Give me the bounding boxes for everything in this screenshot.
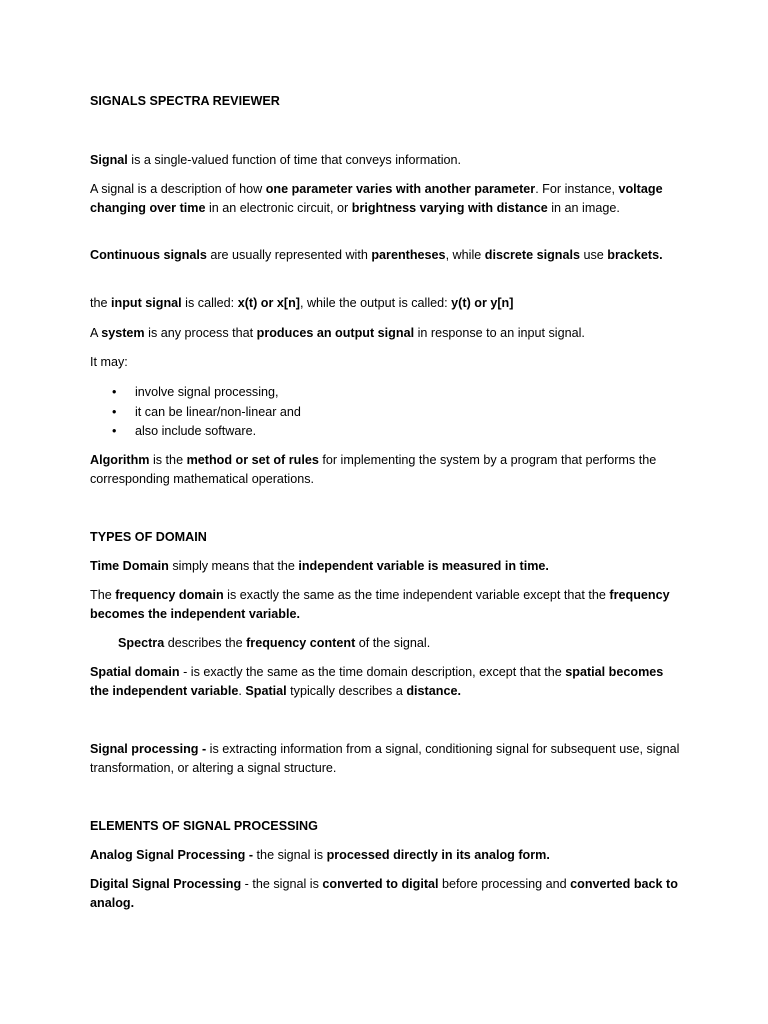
paragraph-signal-processing xyxy=(90,740,682,777)
system-bullet-list xyxy=(90,383,650,442)
text-run: typically describes a xyxy=(286,683,407,698)
list-item: • involve signal processing, xyxy=(90,383,650,403)
paragraph-algorithm xyxy=(90,451,682,488)
text-run: The xyxy=(90,588,116,602)
bold-text: Spatial xyxy=(245,683,287,698)
bold-text: x(t) or x[n] xyxy=(237,296,300,310)
paragraph-system-definition xyxy=(90,324,682,343)
paragraph-spectra xyxy=(118,634,682,653)
bold-text: method or set of rules xyxy=(186,453,319,467)
text-run: are usually represented with xyxy=(206,248,372,262)
paragraph-signal-description xyxy=(90,180,682,217)
text-run: , while the output is called: xyxy=(299,296,452,310)
text-run: of the signal. xyxy=(355,636,431,650)
paragraph-analog-processing xyxy=(90,846,682,865)
text-run: is a single-valued function of time that conveys information. xyxy=(127,153,462,167)
heading-elements-of-signal-processing: ELEMENTS OF SIGNAL PROCESSING xyxy=(90,819,318,833)
bullet-icon: • xyxy=(112,385,117,399)
bold-text: spatial becomes the independent variable xyxy=(90,665,664,698)
list-item: • also include software. xyxy=(90,422,650,442)
text-run: A xyxy=(90,326,102,340)
bullet-icon: • xyxy=(112,404,117,419)
text-run: describes the xyxy=(164,636,247,650)
bold-text: discrete signals xyxy=(484,248,580,262)
paragraph-frequency-domain xyxy=(90,586,682,623)
bold-text: frequency domain xyxy=(115,588,224,602)
text-run: before processing and xyxy=(438,877,571,891)
bold-text: frequency becomes the independent variable. xyxy=(90,588,670,621)
bold-text: distance. xyxy=(406,683,461,698)
paragraph-spatial-domain xyxy=(90,663,682,700)
bold-text: voltage changing over time xyxy=(90,182,663,215)
bold-text: converted back to analog. xyxy=(90,877,678,910)
text-run: in response to an input signal. xyxy=(414,326,585,340)
bold-text: brackets. xyxy=(607,248,663,262)
document-title: SIGNALS SPECTRA REVIEWER xyxy=(90,94,280,108)
text-run: in an image. xyxy=(547,200,620,215)
bold-text: processed directly in its analog form. xyxy=(326,848,550,862)
text-run: for implementing the system by a program that performs the corresponding mathematical operations. xyxy=(90,453,657,486)
text-run: is called: xyxy=(181,296,238,310)
text-run: is extracting information from a signal, conditioning signal for subsequent use, signal transformation, or altering a signal structure. xyxy=(90,742,680,775)
text-run: . For instance, xyxy=(535,182,619,196)
bold-text: Spatial domain xyxy=(90,665,180,679)
paragraph-it-may: It may: xyxy=(90,355,128,369)
text-run: - is exactly the same as the time domain description, except that the xyxy=(179,665,566,679)
text-run: is any process that xyxy=(144,326,257,340)
bold-text: Signal processing - xyxy=(90,742,207,756)
paragraph-digital-processing xyxy=(90,875,682,912)
heading-types-of-domain: TYPES OF DOMAIN xyxy=(90,530,207,544)
text-run: use xyxy=(579,248,608,262)
text-run: simply means that the xyxy=(168,559,299,573)
paragraph-time-domain xyxy=(90,557,682,576)
text-run: is the xyxy=(149,453,187,467)
bold-text: parentheses xyxy=(371,248,446,262)
text-run: the signal is xyxy=(253,848,327,862)
bold-text: Analog Signal Processing - xyxy=(90,848,254,862)
bold-text: Algorithm xyxy=(90,453,150,467)
text-run: , while xyxy=(445,248,485,262)
bold-text: Time Domain xyxy=(90,559,169,573)
bold-text: y(t) or y[n] xyxy=(451,296,514,310)
bold-text: Signal xyxy=(90,153,128,167)
bold-text: produces an output signal xyxy=(256,326,415,340)
bold-text: system xyxy=(101,326,145,340)
bold-text: brightness varying with distance xyxy=(351,200,548,215)
bold-text: one parameter varies with another parameter xyxy=(265,182,536,196)
text-run: is exactly the same as the time independent variable except that the xyxy=(223,588,610,602)
bold-text: input signal xyxy=(111,296,182,310)
paragraph-signal-definition xyxy=(90,151,682,170)
text-run: in an electronic circuit, or xyxy=(205,200,352,215)
bullet-icon: • xyxy=(112,424,117,439)
bold-text: Continuous signals xyxy=(90,248,207,262)
bold-text: frequency content xyxy=(246,636,356,650)
bold-text: Spectra xyxy=(118,636,165,650)
text-run: - the signal is xyxy=(241,877,323,891)
paragraph-input-output xyxy=(90,294,682,313)
bold-text: Digital Signal Processing xyxy=(90,877,242,891)
text-run: the xyxy=(90,296,112,310)
text-run: A signal is a description of how xyxy=(90,182,266,196)
bold-text: independent variable is measured in time. xyxy=(298,559,549,573)
text-run: . xyxy=(238,683,246,698)
paragraph-signal-notation xyxy=(90,246,682,265)
list-item: • it can be linear/non-linear and xyxy=(90,403,650,423)
bold-text: converted to digital xyxy=(322,877,439,891)
